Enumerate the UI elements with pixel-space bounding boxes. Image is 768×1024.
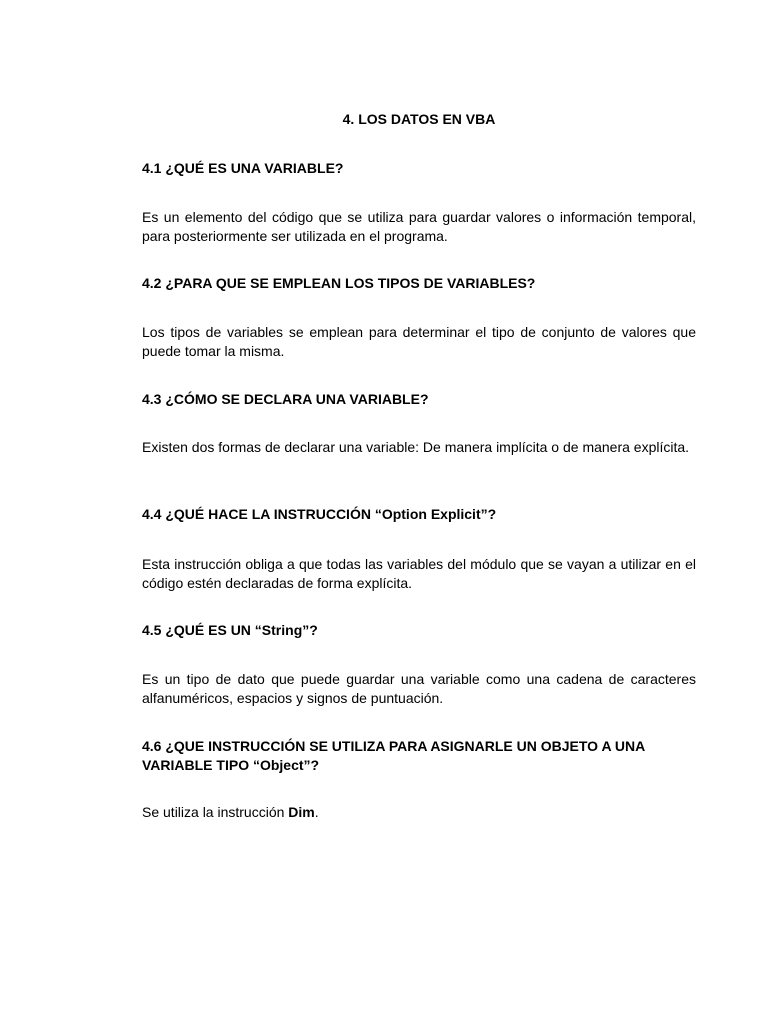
section-heading-4-5: 4.5 ¿QUÉ ES UN “String”?: [142, 622, 318, 638]
document-title: 4. LOS DATOS EN VBA: [342, 111, 496, 127]
section-heading-4-1: 4.1 ¿QUÉ ES UNA VARIABLE?: [142, 160, 344, 176]
section-body-4-1: Es un elemento del código que se utiliza para guardar valores o información temporal, para posteriormente ser utilizada en el programa.: [142, 209, 696, 244]
body-text: Se utiliza la instrucción: [142, 804, 289, 820]
section-body-4-6: [142, 803, 696, 822]
section-body-4-5: Es un tipo de dato que puede guardar una variable como una cadena de caracteres alfanuméricos, espacios y signos de puntuación.: [142, 671, 696, 706]
section-heading-4-6: 4.6 ¿QUE INSTRUCCIÓN SE UTILIZA PARA ASIGNARLE UN OBJETO A UNA VARIABLE TIPO “Object”?: [142, 738, 645, 773]
section-heading-4-3: 4.3 ¿CÓMO SE DECLARA UNA VARIABLE?: [142, 391, 429, 407]
section-body-4-2: Los tipos de variables se emplean para determinar el tipo de conjunto de valores que puede tomar la misma.: [142, 324, 696, 359]
section-body-4-3: Existen dos formas de declarar una variable: De manera implícita o de manera explícita.: [142, 439, 690, 455]
section-body-4-4: Esta instrucción obliga a que todas las variables del módulo que se vayan a utilizar en el código estén declaradas de forma explícita.: [142, 556, 696, 591]
instruction-keyword: Dim: [288, 804, 315, 820]
body-text-end: .: [314, 804, 319, 820]
section-heading-4-2: 4.2 ¿PARA QUE SE EMPLEAN LOS TIPOS DE VARIABLES?: [142, 275, 536, 291]
section-heading-4-4: 4.4 ¿QUÉ HACE LA INSTRUCCIÓN “Option Explicit”?: [142, 506, 497, 522]
